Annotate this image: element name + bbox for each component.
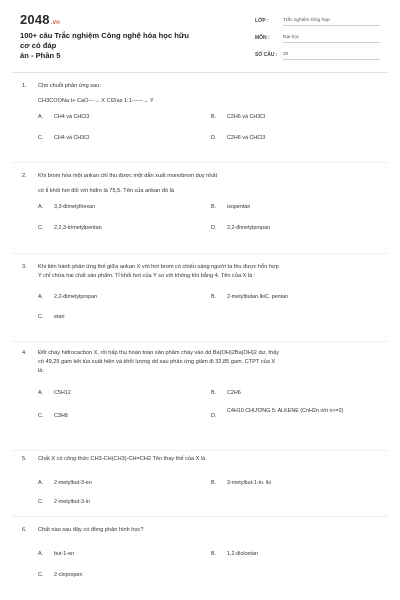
question-text: Khi brom hóa một ankan chỉ thu được một dẫn xuất monobrom duy nhất có tỉ khối hơi đối với hiđro là 75,5. Tên của ankan đó là (38, 173, 218, 194)
question-2: 2. Khi brom hóa một ankan chỉ thu được một dẫn xuất monobrom duy nhất có tỉ khối hơi đối với hiđro là 75,5. Tên của ankan đó là A. 3,3-đimetylhexan B. isopentan C. 2,2,3-trimetylpentan D. 2,2-đimetylpropan (22, 172, 382, 236)
meta-row-count (255, 50, 380, 67)
meta-value: Trắc nghiệm tổng hợp (283, 18, 380, 26)
question-number: 5. (22, 456, 27, 462)
meta-row-class (255, 16, 380, 33)
question-number: 1. (22, 83, 27, 89)
meta-value: 30 (283, 52, 380, 60)
question-text: Đốt cháy hiđrocacbon X, rồi hấp thụ hoàn toàn sản phẩm cháy vào dd Ba(OH)2Ba(OH)2 dư, thấy có 49,25 gam kết tủa xuất hiện và khối lượng dd sau phản ứng giảm đi 32,85 gam. CTPT của X là: (38, 350, 279, 374)
question-text: Chất X có công thức CH3-CH(CH3)-CH=CH2 Tên thay thế của X là (38, 456, 206, 462)
page-header (0, 0, 400, 68)
meta-row-subject (255, 33, 380, 50)
question-5: 5. Chất X có công thức CH3-CH(CH3)-CH=CH2 Tên thay thế của X là A. 2-metylbut-3-en B. 3-metylbut-1-in. lki C. 2-metylbut-3-in (22, 455, 382, 504)
question-6: 6. Chất nào sau đây có đồng phân hình học? A. but-1-en B. 1,2-đicloetan C. 2-clopropen (22, 526, 382, 575)
question-text: Chất nào sau đây có đồng phân hình học? (38, 527, 144, 533)
meta-label: MÔN : (255, 35, 270, 41)
question-divider (12, 253, 388, 254)
question-number: 4. (22, 350, 27, 356)
meta-label: LỚP : (255, 18, 269, 24)
meta-value: Đại học (283, 35, 380, 43)
meta-info (255, 16, 380, 67)
question-divider (12, 516, 388, 517)
question-divider (12, 162, 388, 163)
question-number: 2. (22, 173, 27, 179)
question-number: 3. (22, 264, 27, 270)
meta-label: SỐ CÂU : (255, 52, 278, 58)
question-text: Khi tiến hành phản ứng thế giữa ankan X với hơi brom có chiếu sáng người ta thu được hỗn hợp Y chỉ chứa hai chất sản phẩm. Tỉ khối hơi của Y so với không khí bằng 4. Tên của X là : (38, 264, 279, 279)
question-4: 4. Đốt cháy hiđrocacbon X, rồi hấp thụ hoàn toàn sản phẩm cháy vào dd Ba(OH)2Ba(OH)2 dư, thấy có 49,25 gam kết tủa xuất hiện và khối lượng dd sau phản ứng giảm đi 32,85 gam. CTPT của X là: A. C5H12 B. C2H6 C. C3H8 D. C4H10 CHƯƠNG 5: ALKENE (CnH2n với n>=2) (22, 349, 382, 428)
question-number: 6. (22, 527, 27, 533)
header-divider (12, 72, 388, 73)
question-text: Cho chuỗi phản ứng sau: CH3COONa t+ CaO---→ X Cl2/as 1:1------→ Y (38, 83, 154, 104)
question-divider (12, 341, 388, 342)
document-title: 100+ câu Trắc nghiệm Công nghệ hóa học hữu cơ có đáp án - Phần 5 (20, 31, 190, 60)
site-logo[interactable]: 2048.vn (20, 12, 61, 27)
question-3: 3. Khi tiến hành phản ứng thế giữa ankan X với hơi brom có chiếu sáng người ta thu được hỗn hợp Y chỉ chứa hai chất sản phẩm. Tỉ khối hơi của Y so với không khí bằng 4. Tên của X là : A. 2,2-đimetylpropan B. 2-metylbutan.lkiC. pentan C. etan (22, 263, 382, 321)
question-divider (12, 450, 388, 451)
question-1: 1. Cho chuỗi phản ứng sau: CH3COONa t+ CaO---→ X Cl2/as 1:1------→ Y A. CH4 và CHCl3 B. C2H6 và CH3Cl C. CH4 và CH3Cl D. C2H6 và CHCl3 (22, 82, 382, 146)
